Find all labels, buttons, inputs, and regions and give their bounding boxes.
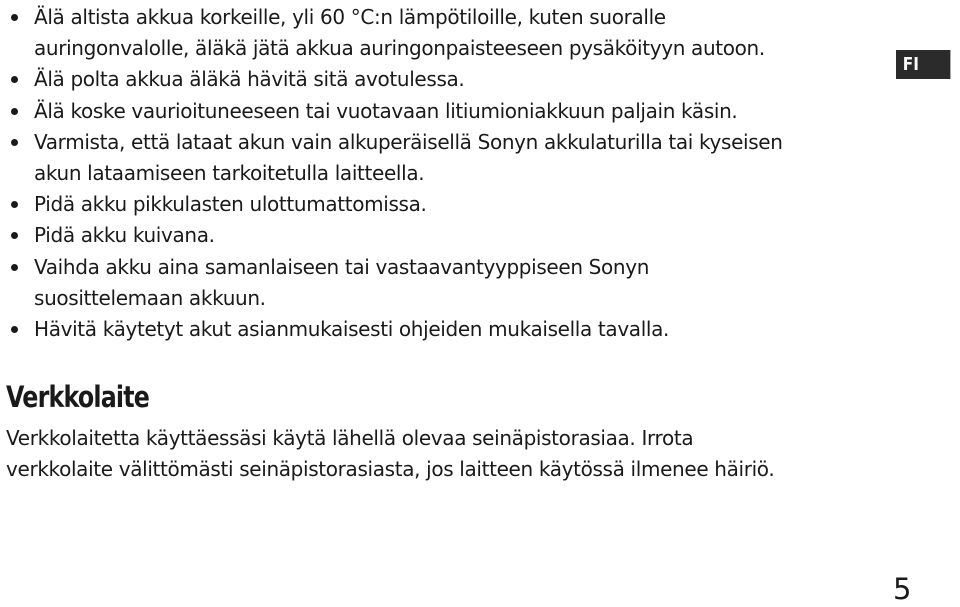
page-number: 5 [893, 572, 912, 606]
bullet-text-line: auringonvalolle, äläkä jätä akkua auringonpaisteeseen pysäköityyn autoon. [34, 36, 765, 61]
section-body-line: verkkolaite välittömästi seinäpistorasiasta, jos laitteen käytössä ilmenee häiriö. [6, 457, 775, 481]
bullet-text-line: Älä altista akkua korkeille, yli 60 °C:n lämpötiloille, kuten suoralle [34, 5, 666, 29]
bullet-text-line: Pidä akku kuivana. [34, 223, 215, 248]
bullet-dot [11, 232, 18, 239]
bullet-text-line: Varmista, että lataat akun vain alkuperäisellä Sonyn akkulaturilla tai kyseisen [34, 129, 783, 154]
bullet-text-line: akun lataamiseen tarkoitetulla laitteella. [34, 161, 425, 186]
section-title: Verkkolaite [6, 380, 150, 414]
bullet-item [10, 127, 890, 189]
language-tab: FI [896, 50, 950, 79]
bullet-item [10, 252, 890, 314]
bullet-text-line: suosittelemaan akkuun. [34, 285, 266, 310]
bullet-item [10, 189, 890, 220]
bullet-text-line: Vaihda akku aina samanlaiseen tai vastaavantyyppiseen Sonyn [34, 254, 650, 279]
bullet-text-line: Älä polta akkua äläkä hävitä sitä avotulessa. [34, 67, 465, 92]
bullet-item [10, 314, 890, 345]
bullet-dot [11, 139, 18, 146]
bullet-item [10, 96, 890, 127]
bullet-text-line: Pidä akku pikkulasten ulottumattomissa. [34, 192, 427, 217]
bullet-dot [11, 14, 18, 21]
bullet-item [10, 220, 890, 251]
bullet-dot [11, 201, 18, 208]
section-body [6, 423, 906, 485]
bullet-item [10, 64, 890, 95]
bullet-dot [11, 108, 18, 115]
bullet-dot [11, 264, 18, 271]
bullet-text-line: Älä koske vaurioituneeseen tai vuotavaan litiumioniakkuun paljain käsin. [34, 98, 738, 123]
bullet-item [10, 2, 890, 64]
safety-bullet-list [10, 2, 890, 345]
bullet-dot [11, 326, 18, 333]
bullet-text-line: Hävitä käytetyt akut asianmukaisesti ohjeiden mukaisella tavalla. [34, 317, 670, 342]
bullet-dot [11, 76, 18, 83]
section-body-line: Verkkolaitetta käyttäessäsi käytä lähellä olevaa seinäpistorasiaa. Irrota [6, 426, 694, 450]
